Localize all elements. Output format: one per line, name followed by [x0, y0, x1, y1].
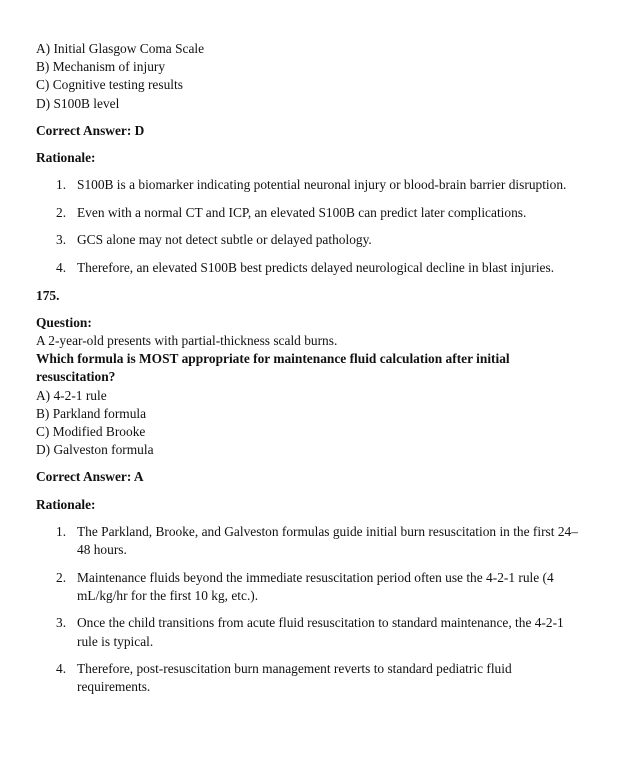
option-c: C) Modified Brooke	[36, 424, 146, 440]
rationale-number: 4.	[56, 260, 67, 275]
option-d: D) S100B level	[36, 95, 120, 111]
option-c: C) Cognitive testing results	[36, 77, 183, 93]
rationale-item	[36, 204, 581, 222]
rationale-text: Even with a normal CT and ICP, an elevated S100B can predict later complications.	[77, 204, 527, 220]
option-d: D) Galveston formula	[36, 442, 154, 458]
rationale-number: 1.	[56, 523, 67, 539]
question-prompt: Which formula is MOST appropriate for maintenance fluid calculation after initial resuscitation?	[36, 351, 510, 385]
rationale-number: 1.	[56, 177, 67, 193]
option-a: A) Initial Glasgow Coma Scale	[36, 41, 205, 56]
rationale-text: S100B is a biomarker indicating potential neuronal injury or blood-brain barrier disruption.	[77, 177, 567, 193]
rationale-item	[36, 569, 581, 605]
rationale-item	[36, 231, 581, 249]
rationale-number: 2.	[56, 569, 67, 585]
rationale-text: Once the child transitions from acute fluid resuscitation to standard maintenance, the 4-2-1 rule is typical.	[77, 615, 564, 649]
rationale-text: Therefore, an elevated S100B best predicts delayed neurological decline in blast injuries.	[77, 260, 555, 275]
rationale-list	[36, 176, 581, 277]
option-b: B) Parkland formula	[36, 405, 147, 421]
rationale-text: GCS alone may not detect subtle or delayed pathology.	[77, 232, 372, 248]
rationale-item	[36, 259, 581, 277]
rationale-number: 3.	[56, 615, 67, 631]
block2-options	[36, 387, 581, 460]
rationale-item	[36, 523, 581, 559]
rationale-number: 3.	[56, 232, 67, 248]
rationale-number: 2.	[56, 204, 67, 220]
option-a: A) 4-2-1 rule	[36, 387, 107, 403]
correct-answer: Correct Answer: A	[36, 469, 144, 485]
correct-answer: Correct Answer: D	[36, 122, 145, 138]
rationale-text: The Parkland, Brooke, and Galveston formulas guide initial burn resuscitation in the first 24–48 hours.	[77, 523, 578, 558]
question-number: 175.	[36, 287, 60, 303]
rationale-item	[36, 614, 581, 650]
rationale-text: Maintenance fluids beyond the immediate resuscitation period often use the 4-2-1 rule (4 mL/kg/hr for the first 10 kg, etc.).	[77, 569, 554, 603]
rationale-item	[36, 176, 581, 194]
question-stem: A 2-year-old presents with partial-thickness scald burns.	[36, 333, 338, 348]
rationale-number: 4.	[56, 661, 67, 677]
block1-options	[36, 40, 581, 113]
rationale-label: Rationale:	[36, 150, 96, 166]
document-page	[36, 40, 581, 706]
option-b: B) Mechanism of injury	[36, 59, 166, 75]
rationale-item	[36, 660, 581, 696]
rationale-text: Therefore, post-resuscitation burn management reverts to standard pediatric fluid requirements.	[77, 661, 512, 695]
rationale-list	[36, 523, 581, 697]
rationale-label: Rationale:	[36, 496, 96, 512]
question-label: Question:	[36, 314, 92, 330]
